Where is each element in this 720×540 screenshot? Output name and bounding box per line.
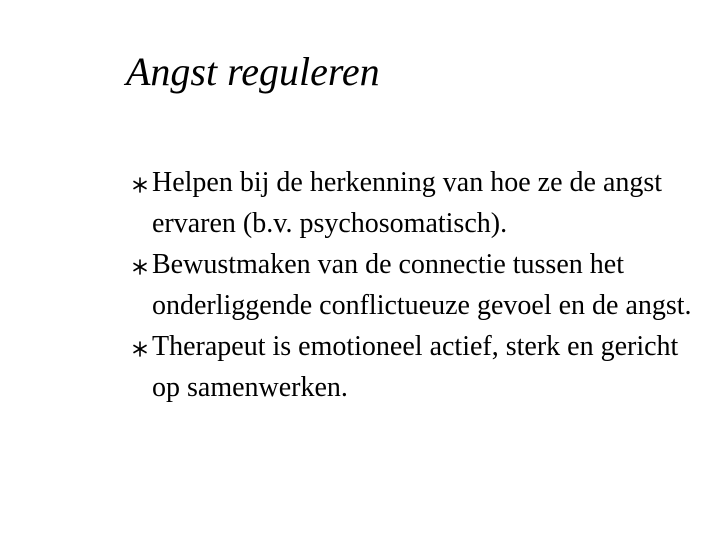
asterisk-bullet-icon <box>130 326 152 367</box>
bullet-text: Bewustmaken van de connectie tussen het onderliggende conflictueuze gevoel en de angst. <box>152 249 692 321</box>
bullet-text: Helpen bij de herkenning van hoe ze de angst ervaren (b.v. psychosomatisch). <box>152 167 663 239</box>
asterisk-bullet-icon <box>130 162 152 203</box>
slide-title: Angst reguleren <box>126 49 380 94</box>
asterisk-bullet-icon <box>130 244 152 285</box>
bullet-item <box>130 162 700 244</box>
bullet-text: Therapeut is emotioneel actief, sterk en gericht op samenwerken. <box>152 331 679 403</box>
bullet-item <box>130 326 700 408</box>
bullet-item <box>130 244 700 326</box>
bullet-list <box>130 162 700 408</box>
